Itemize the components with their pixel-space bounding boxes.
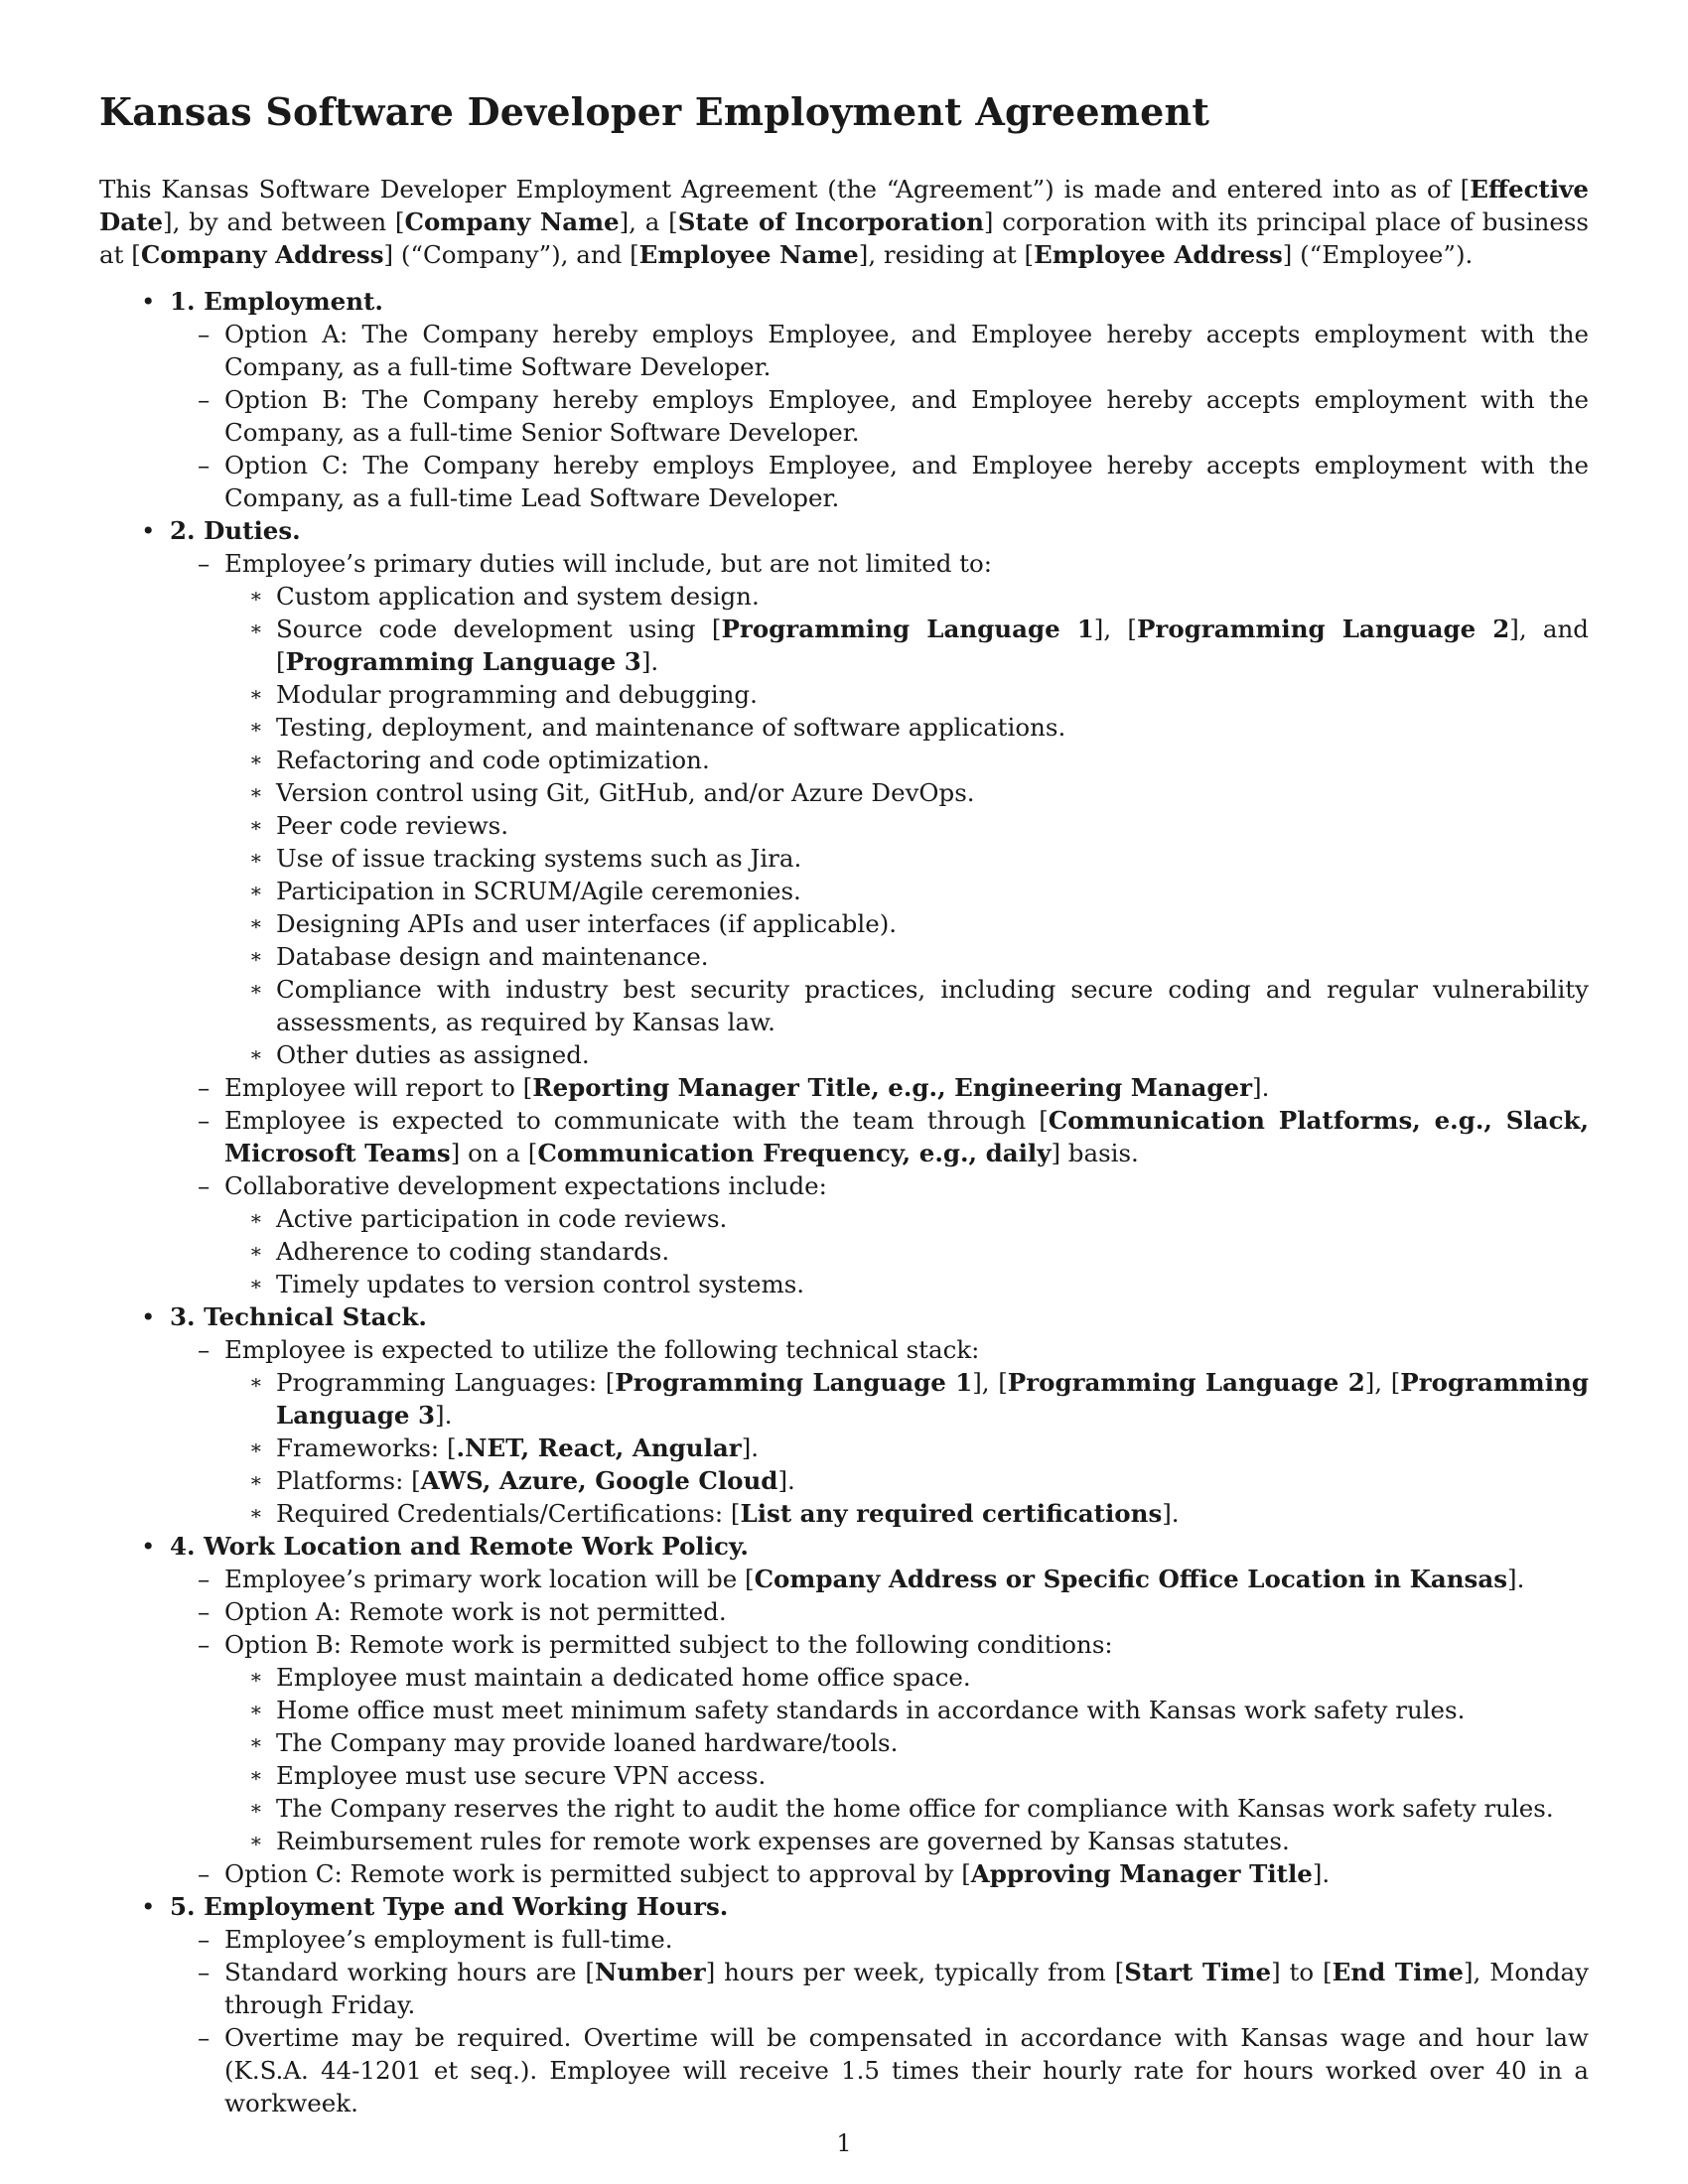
- section-list: [99, 285, 1589, 2119]
- text-run: ], [: [1364, 1368, 1401, 1397]
- dash-marker: –: [198, 1859, 211, 1888]
- text-run: Database design and maintenance.: [276, 942, 709, 971]
- text-run: ].: [640, 647, 659, 676]
- placeholder-field: Company Name: [404, 207, 620, 236]
- text-run: Use of issue tracking systems such as Jira.: [276, 844, 802, 873]
- asterisk-marker: ∗: [249, 1763, 263, 1787]
- text-run: ].: [1312, 1859, 1331, 1888]
- text-run: ].: [1162, 1499, 1180, 1528]
- subclause-item: [224, 1825, 1589, 1857]
- text-run: Option B: Remote work is permitted subject to the following conditions:: [224, 1630, 1113, 1659]
- page-number: 1: [836, 2129, 852, 2157]
- text-run: Compliance with industry best security practices, including secure coding and regular vulnerability assessments, as required by Kansas law.: [276, 975, 1589, 1036]
- subclause-item: [224, 875, 1589, 907]
- text-run: Version control using Git, GitHub, and/or Azure DevOps.: [276, 778, 975, 807]
- placeholder-field: Employee Address: [1034, 240, 1283, 269]
- subclause-item: [224, 1268, 1589, 1300]
- asterisk-marker: ∗: [249, 1206, 263, 1230]
- placeholder-field: Programming Language 2: [1007, 1368, 1365, 1397]
- text-run: ], Monday through Friday.: [224, 1958, 1589, 2019]
- asterisk-marker: ∗: [249, 977, 263, 1001]
- placeholder-field: Programming Language 3: [285, 647, 641, 676]
- subclause-item: [224, 580, 1589, 613]
- text-run: Other duties as assigned.: [276, 1040, 590, 1069]
- placeholder-field: .NET, React, Angular: [456, 1433, 742, 1462]
- text-run: Employee’s primary duties will include, but are not limited to:: [224, 549, 993, 578]
- dash-marker: –: [198, 1335, 211, 1364]
- text-run: Overtime may be required. Overtime will be compensated in accordance with Kansas wage and hour law (K.S.A. 44-1201 et seq.). Employee will receive 1.5 times their hourly rate for hours worked over 40 in a workweek.: [224, 2023, 1589, 2117]
- asterisk-marker: ∗: [249, 682, 263, 706]
- text-run: Refactoring and code optimization.: [276, 746, 710, 774]
- subclause-item: [224, 907, 1589, 940]
- placeholder-field: Programming Language 1: [615, 1368, 973, 1397]
- asterisk-marker: ∗: [249, 911, 263, 935]
- text-run: This Kansas Software Developer Employment Agreement (the “Agreement”) is made and entered into as of [: [99, 175, 1471, 204]
- asterisk-marker: ∗: [249, 1665, 263, 1689]
- text-run: Employee must use secure VPN access.: [276, 1761, 767, 1790]
- subclause-item: [224, 1759, 1589, 1792]
- clause-item: [170, 1956, 1589, 2021]
- placeholder-field: Communication Platforms, e.g., Slack, Microsoft Teams: [224, 1106, 1590, 1167]
- placeholder-field: AWS, Azure, Google Cloud: [420, 1466, 778, 1495]
- subclause-list: [224, 1202, 1589, 1300]
- text-run: Programming Languages: [: [276, 1368, 616, 1397]
- text-run: Frameworks: [: [276, 1433, 457, 1462]
- subclause-item: [224, 1202, 1589, 1235]
- clause-item: [170, 1595, 1589, 1628]
- placeholder-field: Start Time: [1124, 1958, 1272, 1986]
- section-heading: 3. Technical Stack.: [170, 1302, 427, 1331]
- clause-item: [170, 1563, 1589, 1595]
- text-run: ], [: [1093, 614, 1137, 643]
- asterisk-marker: ∗: [249, 1730, 263, 1754]
- clause-item: [170, 1071, 1589, 1104]
- bullet-marker: •: [141, 1302, 156, 1331]
- subclause-item: [224, 1661, 1589, 1694]
- text-run: Option C: The Company hereby employs Employee, and Employee hereby accepts employment with the Company, as a full-time Lead Software Developer.: [224, 451, 1589, 512]
- text-run: ], [: [972, 1368, 1008, 1397]
- subclause-item: [224, 678, 1589, 711]
- asterisk-marker: ∗: [249, 1435, 263, 1459]
- subclause-item: [224, 1497, 1589, 1530]
- placeholder-field: Communication Frequency, e.g., daily: [537, 1139, 1052, 1167]
- text-run: ].: [777, 1466, 795, 1495]
- subclause-item: [224, 1464, 1589, 1497]
- section-item: [99, 514, 1589, 1300]
- clause-item: [170, 383, 1589, 449]
- section-item: [99, 1300, 1589, 1530]
- text-run: ] (“Employee”).: [1282, 240, 1474, 269]
- dash-marker: –: [198, 1073, 211, 1102]
- clause-list: [170, 1923, 1589, 2119]
- text-run: Reimbursement rules for remote work expenses are governed by Kansas statutes.: [276, 1827, 1290, 1855]
- subclause-list: [224, 1366, 1589, 1530]
- section-heading: 5. Employment Type and Working Hours.: [170, 1892, 729, 1921]
- text-run: ] hours per week, typically from [: [705, 1958, 1125, 1986]
- clause-item: [170, 1169, 1589, 1300]
- text-run: Employee must maintain a dedicated home office space.: [276, 1663, 971, 1692]
- text-run: Modular programming and debugging.: [276, 680, 758, 709]
- asterisk-marker: ∗: [249, 1272, 263, 1296]
- subclause-item: [224, 711, 1589, 744]
- clause-list: [170, 547, 1589, 1300]
- subclause-item: [224, 744, 1589, 776]
- asterisk-marker: ∗: [249, 584, 263, 608]
- text-run: ].: [435, 1401, 453, 1430]
- placeholder-field: State of Incorporation: [677, 207, 984, 236]
- text-run: Adherence to coding standards.: [276, 1237, 670, 1266]
- dash-marker: –: [198, 385, 211, 414]
- asterisk-marker: ∗: [249, 1501, 263, 1525]
- placeholder-field: Programming Language 3: [276, 1368, 1589, 1430]
- text-run: Option A: The Company hereby employs Employee, and Employee hereby accepts employment with the Company, as a full-time Software Developer.: [224, 320, 1589, 381]
- subclause-item: [224, 1366, 1589, 1432]
- text-run: Standard working hours are [: [224, 1958, 595, 1986]
- text-run: ] to [: [1271, 1958, 1333, 1986]
- text-run: Participation in SCRUM/Agile ceremonies.: [276, 877, 801, 905]
- placeholder-field: Company Address: [140, 240, 384, 269]
- text-run: ] (“Company”), and [: [383, 240, 639, 269]
- text-run: ] corporation with its principal place of business at [: [99, 207, 1589, 269]
- asterisk-marker: ∗: [249, 846, 263, 870]
- clause-item: [170, 1104, 1589, 1169]
- dash-marker: –: [198, 549, 211, 578]
- text-run: The Company reserves the right to audit the home office for compliance with Kansas work safety rules.: [276, 1794, 1554, 1823]
- asterisk-marker: ∗: [249, 1370, 263, 1394]
- text-run: Option A: Remote work is not permitted.: [224, 1597, 727, 1626]
- placeholder-field: Reporting Manager Title, e.g., Engineering Manager: [532, 1073, 1253, 1102]
- asterisk-marker: ∗: [249, 715, 263, 739]
- text-run: ], residing at [: [858, 240, 1035, 269]
- text-run: Employee’s primary work location will be [: [224, 1565, 755, 1593]
- text-run: ] basis.: [1051, 1139, 1139, 1167]
- clause-list: [170, 1333, 1589, 1530]
- text-run: Employee’s employment is full-time.: [224, 1925, 673, 1954]
- bullet-marker: •: [141, 516, 156, 545]
- placeholder-field: Employee Name: [638, 240, 859, 269]
- placeholder-field: Approving Manager Title: [970, 1859, 1313, 1888]
- text-run: The Company may provide loaned hardware/tools.: [276, 1728, 899, 1757]
- asterisk-marker: ∗: [249, 1698, 263, 1721]
- placeholder-field: Programming Language 1: [721, 614, 1094, 643]
- asterisk-marker: ∗: [249, 1796, 263, 1820]
- text-run: Active participation in code reviews.: [276, 1204, 728, 1233]
- page-title: Kansas Software Developer Employment Agreement: [99, 89, 1210, 134]
- text-run: Home office must meet minimum safety standards in accordance with Kansas work safety rules.: [276, 1696, 1466, 1724]
- placeholder-field: End Time: [1332, 1958, 1464, 1986]
- bullet-marker: •: [141, 287, 156, 316]
- text-run: ], a [: [619, 207, 678, 236]
- text-run: Source code development using [: [276, 614, 722, 643]
- placeholder-field: Programming Language 2: [1136, 614, 1510, 643]
- clause-item: [170, 449, 1589, 514]
- section-heading: 4. Work Location and Remote Work Policy.: [170, 1532, 749, 1561]
- subclause-item: [224, 842, 1589, 875]
- dash-marker: –: [198, 1958, 211, 1986]
- text-run: Employee will report to [: [224, 1073, 533, 1102]
- clause-list: [170, 318, 1589, 514]
- subclause-item: [224, 776, 1589, 809]
- subclause-list: [224, 580, 1589, 1071]
- text-run: Timely updates to version control systems.: [276, 1270, 805, 1298]
- asterisk-marker: ∗: [249, 1468, 263, 1492]
- text-run: Employee is expected to communicate with the team through [: [224, 1106, 1049, 1135]
- subclause-item: [224, 1792, 1589, 1825]
- section-item: [99, 1890, 1589, 2119]
- asterisk-marker: ∗: [249, 1042, 263, 1066]
- placeholder-field: Effective Date: [99, 175, 1589, 236]
- asterisk-marker: ∗: [249, 616, 263, 640]
- bullet-marker: •: [141, 1532, 156, 1561]
- subclause-item: [224, 1694, 1589, 1726]
- section-item: [99, 285, 1589, 514]
- placeholder-field: Number: [594, 1958, 706, 1986]
- text-run: Platforms: [: [276, 1466, 421, 1495]
- dash-marker: –: [198, 1597, 211, 1626]
- dash-marker: –: [198, 1925, 211, 1954]
- text-run: Required Credentials/Certifications: [: [276, 1499, 741, 1528]
- text-run: Employee is expected to utilize the following technical stack:: [224, 1335, 980, 1364]
- subclause-item: [224, 1038, 1589, 1071]
- dash-marker: –: [198, 1630, 211, 1659]
- clause-item: [170, 1333, 1589, 1530]
- asterisk-marker: ∗: [249, 813, 263, 837]
- text-run: ].: [1252, 1073, 1270, 1102]
- text-run: ] on a [: [450, 1139, 538, 1167]
- text-run: Collaborative development expectations include:: [224, 1171, 827, 1200]
- text-run: ].: [741, 1433, 760, 1462]
- asterisk-marker: ∗: [249, 944, 263, 968]
- dash-marker: –: [198, 1171, 211, 1200]
- subclause-list: [224, 1661, 1589, 1857]
- clause-item: [170, 318, 1589, 383]
- dash-marker: –: [198, 451, 211, 479]
- placeholder-field: Company Address or Specific Office Location in Kansas: [754, 1565, 1508, 1593]
- subclause-item: [224, 1726, 1589, 1759]
- subclause-item: [224, 613, 1589, 678]
- text-run: Option B: The Company hereby employs Employee, and Employee hereby accepts employment with the Company, as a full-time Senior Software Developer.: [224, 385, 1589, 447]
- dash-marker: –: [198, 1106, 211, 1135]
- text-run: Option C: Remote work is permitted subject to approval by [: [224, 1859, 971, 1888]
- clause-item: [170, 1923, 1589, 1956]
- asterisk-marker: ∗: [249, 879, 263, 902]
- subclause-item: [224, 809, 1589, 842]
- text-run: ], and [: [276, 614, 1589, 676]
- section-item: [99, 1530, 1589, 1890]
- text-run: Designing APIs and user interfaces (if applicable).: [276, 909, 898, 938]
- section-heading: 2. Duties.: [170, 516, 301, 545]
- asterisk-marker: ∗: [249, 1829, 263, 1852]
- asterisk-marker: ∗: [249, 780, 263, 804]
- intro-paragraph: [99, 173, 1589, 271]
- clause-item: [170, 1628, 1589, 1857]
- placeholder-field: List any required certifications: [740, 1499, 1163, 1528]
- text-run: ].: [1507, 1565, 1525, 1593]
- clause-item: [170, 2021, 1589, 2119]
- subclause-item: [224, 973, 1589, 1038]
- bullet-marker: •: [141, 1892, 156, 1921]
- dash-marker: –: [198, 1565, 211, 1593]
- asterisk-marker: ∗: [249, 748, 263, 771]
- text-run: Testing, deployment, and maintenance of software applications.: [276, 713, 1066, 742]
- text-run: ], by and between [: [163, 207, 405, 236]
- clause-item: [170, 547, 1589, 1071]
- document-page: [99, 87, 1589, 2119]
- subclause-item: [224, 940, 1589, 973]
- subclause-item: [224, 1432, 1589, 1464]
- dash-marker: –: [198, 2023, 211, 2052]
- subclause-item: [224, 1235, 1589, 1268]
- dash-marker: –: [198, 320, 211, 348]
- clause-list: [170, 1563, 1589, 1890]
- text-run: Custom application and system design.: [276, 582, 760, 611]
- section-heading: 1. Employment.: [170, 287, 383, 316]
- asterisk-marker: ∗: [249, 1239, 263, 1263]
- text-run: Peer code reviews.: [276, 811, 509, 840]
- clause-item: [170, 1857, 1589, 1890]
